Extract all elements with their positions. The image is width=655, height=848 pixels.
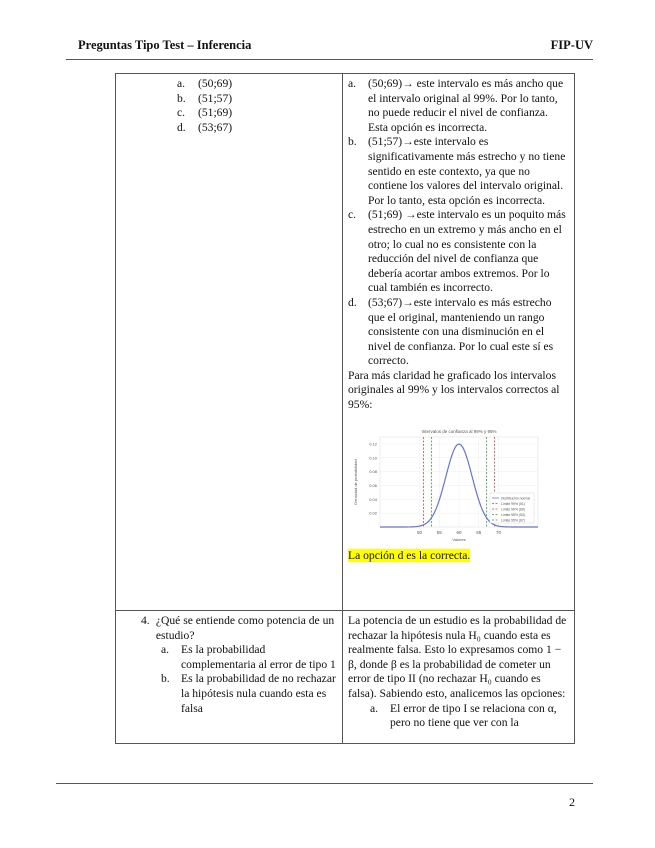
answer-item-key: c. xyxy=(348,208,357,222)
answer-item xyxy=(370,702,569,731)
y-tick-label: 0.04 xyxy=(369,496,377,502)
answer-item-key: a. xyxy=(370,701,379,715)
legend-label: Límite 99% (69) xyxy=(501,506,525,511)
option-key: a. xyxy=(161,643,170,657)
answer-item-key: a. xyxy=(348,77,357,90)
legend-label: Distribución normal xyxy=(501,495,531,500)
y-tick-label: 0.02 xyxy=(369,510,377,516)
footer-divider xyxy=(56,783,593,784)
y-tick-label: 0.08 xyxy=(369,468,377,474)
option-text: (53;67) xyxy=(198,120,233,134)
table-row xyxy=(116,611,575,744)
option-text: Es la probabilidad complementaria al error de tipo 1 xyxy=(181,643,336,671)
x-tick-label: 60 xyxy=(456,529,462,535)
question-number: 4. xyxy=(141,614,150,627)
question-text: ¿Qué se entiende como potencia de un estudio? xyxy=(155,614,335,642)
x-tick-label: 55 xyxy=(436,529,442,535)
list-item xyxy=(177,77,337,92)
answer-item-key: b. xyxy=(348,135,357,149)
answer-cell xyxy=(343,611,575,744)
y-tick-label: 0.06 xyxy=(369,482,377,488)
answer-item-text: (51;57)→este intervalo es significativamente más estrecho y no tiene sentido en este contexto, ya que no contiene los valores del intervalo original. Por lo tanto, esta opción es incorrecta. xyxy=(368,135,566,207)
answer-conclusion: La opción d es la correcta. xyxy=(348,548,471,562)
option-key: d. xyxy=(177,120,186,134)
y-axis-label: Densidad de probabilidad xyxy=(353,458,358,505)
question-options-cell xyxy=(116,74,343,611)
legend-label: Límite 95% (67) xyxy=(501,517,525,522)
page-number: 2 xyxy=(569,795,575,809)
header-title: Preguntas Tipo Test – Inferencia xyxy=(78,38,252,52)
answer-item-text: El error de tipo I se relaciona con α, pero no tiene que ver con la xyxy=(390,701,557,730)
answer-item-text: (51;69) →este intervalo es un poquito más estrecho en un extremo y más ancho en el otro; lo cual no es consistente con la reducción del nivel de confianza que debería acortar ambos extremos. Por lo cual también es incorrecto. xyxy=(368,208,566,295)
answer-item xyxy=(348,77,569,135)
option-list xyxy=(177,77,337,135)
list-item xyxy=(177,106,337,121)
confidence-interval-chart xyxy=(348,423,556,545)
x-tick-label: 50 xyxy=(416,529,423,535)
legend-label: Límite 95% (53) xyxy=(501,512,525,517)
answer-item-text: (53;67)→este intervalo es más estrecho que el original, manteniendo un rango consistente con una disminución en el nivel de confianza. Por lo cual este sí es correcto. xyxy=(368,295,554,368)
answer-item-key: d. xyxy=(348,295,357,309)
option-key: b. xyxy=(177,91,186,105)
option-key: a. xyxy=(177,77,186,90)
question-option xyxy=(161,643,337,672)
option-key: b. xyxy=(161,672,170,686)
chart-title: Intervalos de confianza al 99% y 95% xyxy=(421,428,497,434)
y-tick-label: 0.10 xyxy=(369,454,377,460)
answer-item xyxy=(348,208,569,296)
header-right: FIP-UV xyxy=(550,38,593,52)
answer-note: Para más claridad he graficado los intervalos originales al 99% y los intervalos correctos al 95%: xyxy=(348,368,560,412)
header-divider xyxy=(66,59,593,60)
option-text: (51;69) xyxy=(198,106,233,120)
question-4-options xyxy=(121,643,337,716)
y-tick-label: 0.12 xyxy=(369,441,377,447)
answer-paragraph: La potencia de un estudio es la probabilidad de rechazar la hipótesis nula H₀ cuando esta es realmente falsa. Esto lo expresamos como 1 − β, donde β es la probabilidad de cometer un error de tipo II (no rechazar H₀ cuando es falsa). Sabiendo esto, analicemos las opciones: xyxy=(348,614,567,700)
table-row xyxy=(116,74,575,611)
page-header xyxy=(78,38,593,58)
option-key: c. xyxy=(177,106,186,120)
chart-svg xyxy=(348,423,556,545)
answer-cell xyxy=(343,74,575,611)
option-text: Es la probabilidad de no rechazar la hipótesis nula cuando esta es falsa xyxy=(181,672,336,715)
answer-item xyxy=(348,296,569,369)
option-text: (50;69) xyxy=(198,77,233,90)
question-cell xyxy=(116,611,343,744)
list-item xyxy=(177,121,337,136)
answer-item-text: (50;69)→ este intervalo es más ancho que el intervalo original al 99%. Por lo tanto, no puede reducir el nivel de confianza. Esta opción es incorrecta. xyxy=(368,77,564,134)
answer-item xyxy=(348,135,569,208)
option-text: (51;57) xyxy=(198,91,233,105)
question-table xyxy=(115,73,575,744)
answer-list xyxy=(348,77,569,369)
x-axis-label: Valores xyxy=(452,536,466,542)
x-tick-label: 70 xyxy=(495,529,502,535)
question-option xyxy=(161,672,337,716)
legend-label: Límite 99% (51) xyxy=(501,501,525,506)
question-4 xyxy=(121,614,337,643)
list-item xyxy=(177,92,337,107)
x-tick-label: 65 xyxy=(476,529,482,535)
